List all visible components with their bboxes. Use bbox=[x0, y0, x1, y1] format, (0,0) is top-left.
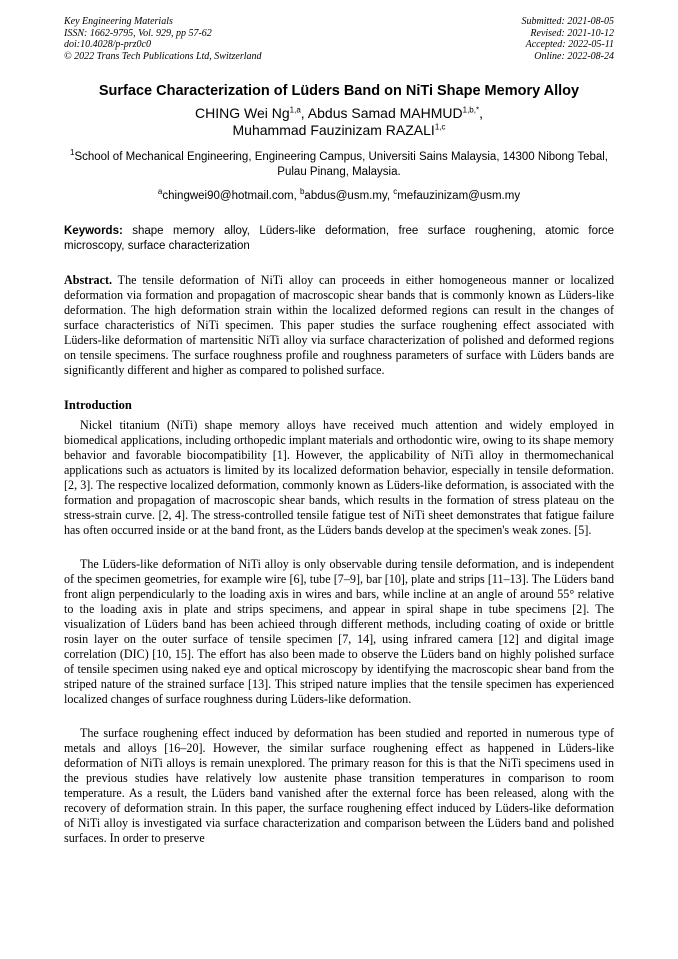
keywords bbox=[64, 224, 614, 253]
abstract-label: Abstract. bbox=[64, 273, 113, 287]
publication-header bbox=[64, 16, 614, 62]
abstract-text: The tensile deformation of NiTi alloy can proceeds in either homogeneous manner or localized deformation via formation and propagation of macroscopic shear bands that is commonly known as Lüders-like deformation. The high deformation strain within the localized deformed regions can result in the changes of surface characteristics of NiTi specimen. This paper studies the surface roughening effect associated with Lüders-like deformation of martensitic NiTi alloy via surface characterization of polished and deformed regions on tensile specimens. The surface roughness profile and roughness parameters of surface with Lüders bands are significantly different and higher as compared to polished surface. bbox=[64, 273, 614, 377]
revised-date: Revised: 2021-10-12 bbox=[530, 27, 614, 39]
author-name: CHING Wei Ng bbox=[195, 105, 290, 121]
copyright: © 2022 Trans Tech Publications Ltd, Switzerland bbox=[64, 50, 262, 62]
keywords-text: shape memory alloy, Lüders-like deformation, free surface roughening, atomic force microscopy, surface characterization bbox=[64, 225, 614, 252]
section-heading-introduction: Introduction bbox=[64, 398, 132, 412]
email-link[interactable]: mefauzinizam@usm.my bbox=[397, 190, 521, 202]
submitted-date: Submitted: 2021-08-05 bbox=[521, 16, 614, 27]
author-separator: , bbox=[300, 105, 308, 121]
paper-title: Surface Characterization of Lüders Band on NiTi Shape Memory Alloy bbox=[98, 83, 580, 99]
intro-paragraph-2: The Lüders-like deformation of NiTi alloy is only observable during tensile deformation, and is independent of the specimen geometries, for example wire [6], tube [7–9], bar [10], plate and strips [11–13]. The Lüders band front align perpendicularly to the loading axis in wires and bars, while incline at an angle of around 55° relative to the loading axis in plate and strips specimens, and appear in spiral shape in tube specimens [2]. The visualization of Lüders band has been achieed through different methods, including coating of oxide or brittle rosin layer on the outer surface of tensile specimen [7, 14], using infrared camera [12] and digital image correlation (DIC) [10, 15]. The effort has also been made to observe the Lüders band on highly polished surface of tensile specimen using naked eye and optical microscopy by identifying the macroscopic shear band from the striped nature of the strained surface [13]. This striped nature implies that the tensile specimen has experienced localized changes of surface roughness during Lüders-like deformation. bbox=[64, 557, 614, 706]
keywords-label: Keywords: bbox=[64, 225, 123, 237]
intro-paragraph-3: The surface roughening effect induced by deformation has been studied and reported in numerous type of metals and alloys [16–20]. However, the similar surface roughening effect as happened in Lüders-like deformation of NiTi alloys is remain unexplored. The primary reason for this is that the NiTi specimens used in the previous studies have relatively low austenite phase transition temperatures in comparison to room temperature. As a result, the Lüders band vanished after the external force has been released, along with the recovery of deformation strain. In this paper, the surface roughening effect induced by Lüders-like deformation of NiTi alloy is investigated via surface characterization and comparison between the Lüders band and polished surfaces. In order to preserve bbox=[64, 726, 614, 845]
affiliation-mark: 1 bbox=[69, 148, 75, 158]
author-affiliation-mark: 1,b,* bbox=[462, 105, 480, 115]
author-affiliation-mark: 1,c bbox=[434, 122, 446, 132]
journal-info bbox=[64, 16, 262, 62]
accepted-date: Accepted: 2022-05-11 bbox=[525, 39, 614, 50]
author-name: Muhammad Fauzinizam RAZALI bbox=[232, 122, 435, 138]
email-link[interactable]: abdus@usm.my, bbox=[304, 190, 394, 202]
intro-paragraph-1: Nickel titanium (NiTi) shape memory alloys have received much attention and widely employed in biomedical applications, including orthopedic implant materials and orthodontic wire, owing to its shape memory behavior and favorable biocompatibility [1]. However, the applicability of NiTi alloy in thermomechanical applications such as actuators is limited by its localized deformation behavior, especially in tensile deformation. [2, 3]. The respective localized deformation, commonly known as Lüders-like deformation, is associated with the formation and propagation of macroscopic shear bands, which results in the formation of stress plateau on the stress-strain curve. [2, 4]. The stress-controlled tensile fatigue test of NiTi sheet demonstrates that fatigue failure has often occurred inside or at the band front, as the Lüders bands develop at the specimen's weak zones. [5]. bbox=[64, 418, 614, 537]
author-separator: , bbox=[479, 105, 483, 121]
affiliation bbox=[64, 150, 614, 180]
abstract bbox=[64, 273, 614, 378]
doi: doi:10.4028/p-prz0c0 bbox=[64, 39, 151, 50]
email-mark: c bbox=[393, 187, 398, 197]
affiliation-text: School of Mechanical Engineering, Engineering Campus, Universiti Sains Malaysia, 14300 Nibong Tebal, Pulau Pinang, Malaysia. bbox=[74, 151, 609, 178]
author-affiliation-mark: 1,a bbox=[289, 105, 301, 115]
journal-name: Key Engineering Materials bbox=[64, 16, 173, 27]
publication-dates bbox=[522, 16, 615, 62]
author-emails bbox=[64, 189, 614, 204]
email-link[interactable]: chingwei90@hotmail.com, bbox=[162, 190, 300, 202]
author-name: Abdus Samad MAHMUD bbox=[307, 105, 463, 121]
email-mark: a bbox=[157, 187, 163, 197]
online-date: Online: 2022-08-24 bbox=[534, 50, 614, 62]
email-mark: b bbox=[299, 187, 305, 197]
author-list bbox=[64, 105, 614, 139]
issn: ISSN: 1662-9795, Vol. 929, pp 57-62 bbox=[64, 27, 212, 39]
